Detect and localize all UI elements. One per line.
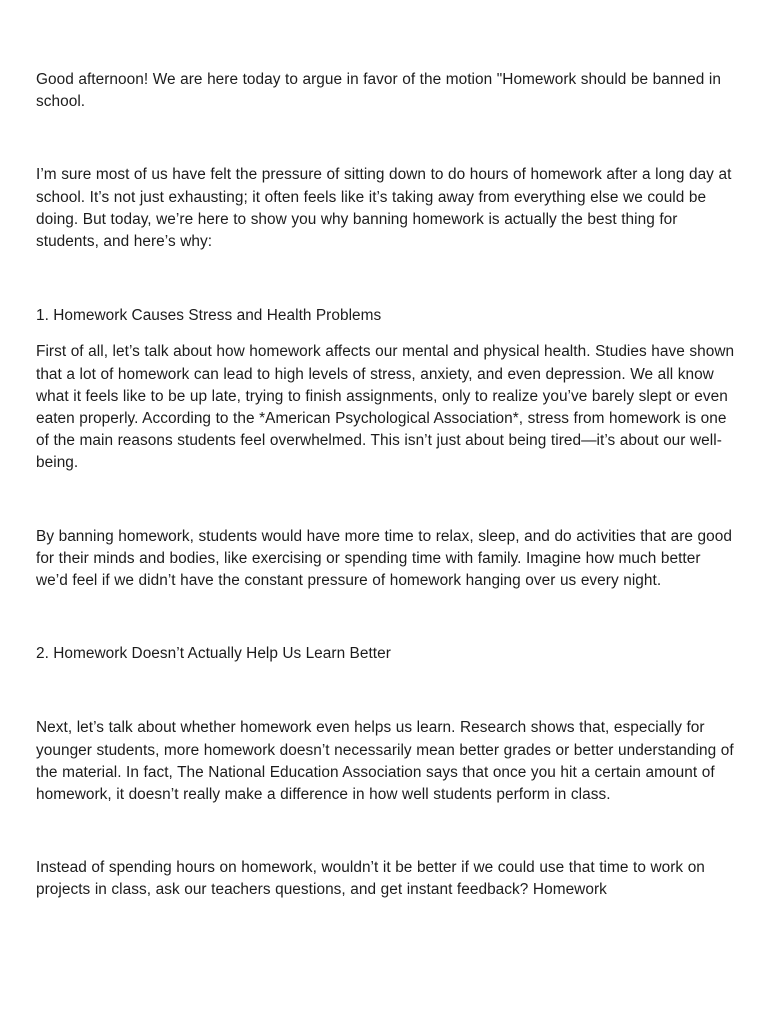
section-heading-stress: 1. Homework Causes Stress and Health Problems [36, 307, 382, 325]
health-paragraph: First of all, let’s talk about how homework affects our mental and physical health. Studies have shown that a lot of homework can lead to high levels of stress, anxiety, and even depression. We all know what it feels like to be up late, trying to finish assignments, only to realize you’ve barely slept or even eaten properly. According to the *American Psychological Association*, stress from homework is one of the main reasons students feel overwhelmed. This isn’t just about being tired—it’s about our well-being. [36, 343, 735, 472]
document-body [36, 69, 736, 901]
alternatives-paragraph: Instead of spending hours on homework, wouldn’t it be better if we could use that time to work on projects in class, ask our teachers questions, and get instant feedback? Homework [36, 859, 705, 899]
spacer [36, 665, 736, 717]
spacer [36, 253, 736, 305]
cutoff-container [36, 857, 736, 901]
research-paragraph: Next, let’s talk about whether homework even helps us learn. Research shows that, especially for younger students, more homework doesn’t necessarily mean better grades or better understanding of the material. In fact, The National Education Association says that once you hit a certain amount of homework, it doesn’t really make a difference in how well students perform in class. [36, 719, 734, 804]
spacer [36, 113, 736, 164]
section-heading-learning: 2. Homework Doesn’t Actually Help Us Learn Better [36, 645, 391, 663]
banning-benefits-paragraph: By banning homework, students would have more time to relax, sleep, and do activities that are good for their minds and bodies, like exercising or spending time with family. Imagine how much better we’d feel if we didn’t have the constant pressure of homework hanging over us every night. [36, 527, 732, 590]
spacer [36, 475, 736, 526]
spacer [36, 592, 736, 643]
spacer [36, 806, 736, 857]
intro-paragraph: Good afternoon! We are here today to argue in favor of the motion "Homework should be banned in school. [36, 71, 721, 111]
pressure-paragraph: I’m sure most of us have felt the pressure of sitting down to do hours of homework after a long day at school. It’s not just exhausting; it often feels like it’s taking away from everything else we could be doing. But today, we’re here to show you why banning homework is actually the best thing for students, and here’s why: [36, 166, 732, 251]
spacer [36, 327, 736, 341]
